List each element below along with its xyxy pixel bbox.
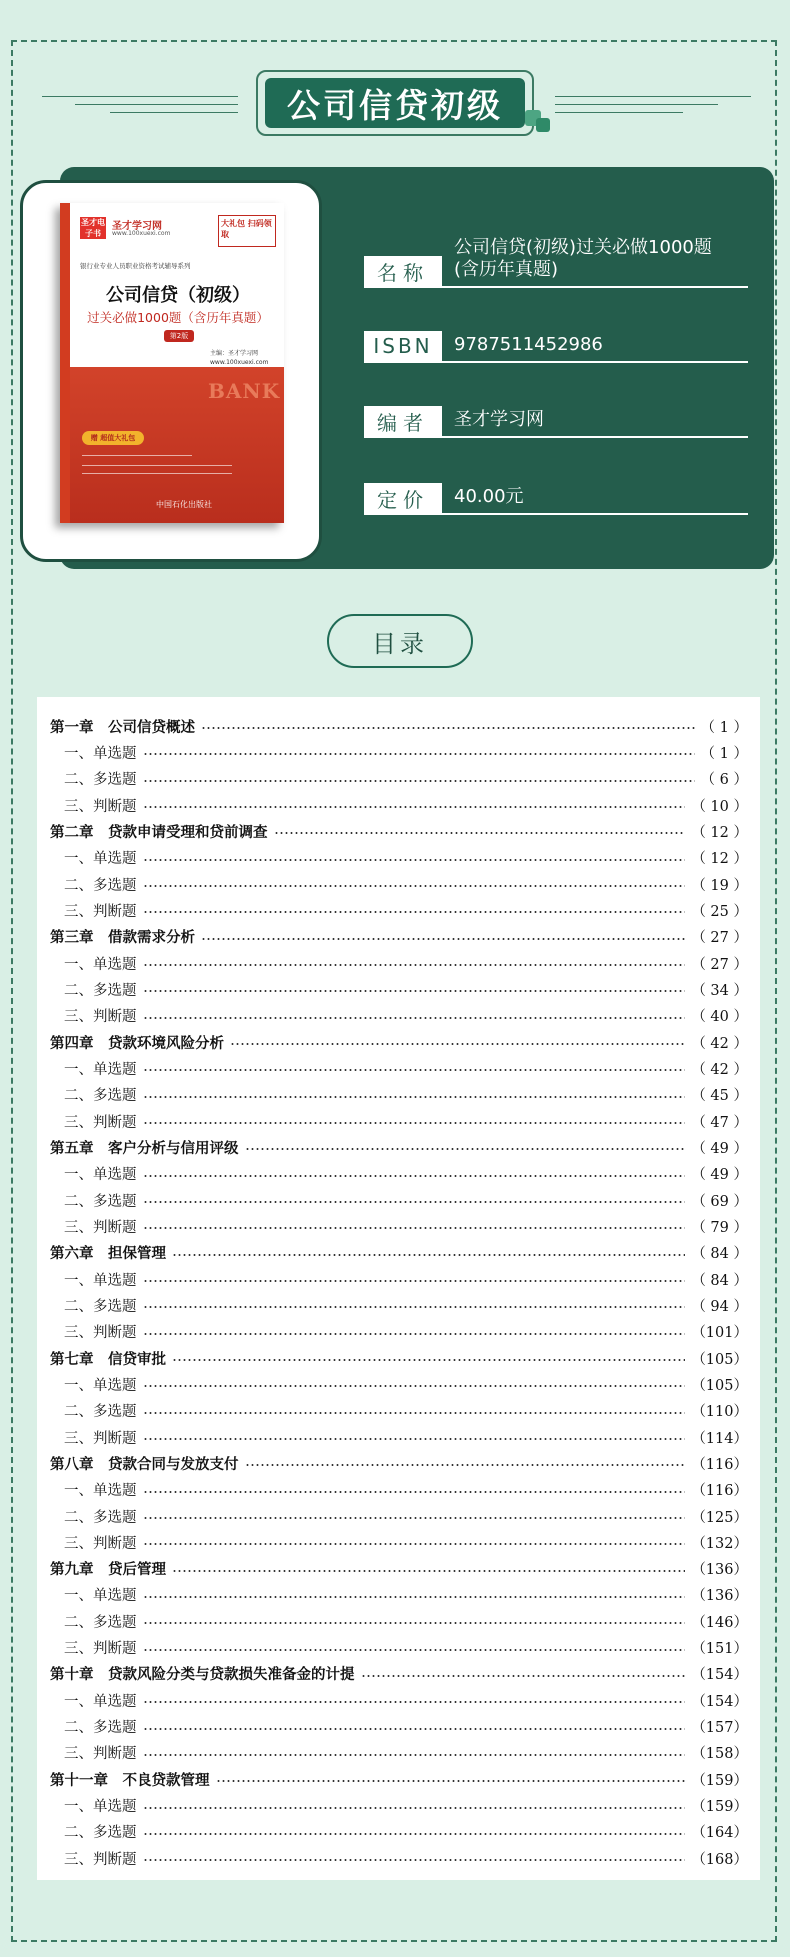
toc-leader-dots <box>143 780 695 782</box>
toc-leader-dots <box>143 1096 686 1098</box>
toc-entry-title: 一、单选题 <box>64 745 137 762</box>
toc-page-number: （ 25 ） <box>691 903 748 920</box>
toc-section-row <box>50 1371 748 1397</box>
toc-section-row <box>50 792 748 818</box>
toc-entry-title: 二、多选题 <box>64 1720 137 1737</box>
toc-entry-title: 三、判断题 <box>64 1325 137 1342</box>
toc-leader-dots <box>201 727 695 729</box>
toc-entry-title: 一、单选题 <box>64 1799 137 1816</box>
qr-code-badge: 大礼包 扫码领取 <box>218 215 276 247</box>
toc-entry-title: 第十一章 不良贷款管理 <box>50 1771 210 1789</box>
toc-chapter-row <box>50 1134 748 1160</box>
toc-page-number: （116） <box>691 1456 748 1473</box>
toc-leader-dots <box>216 1780 686 1782</box>
toc-entry-title: 三、判断题 <box>64 1535 137 1552</box>
toc-section-row <box>50 1213 748 1239</box>
toc-page-number: （ 40 ） <box>691 1009 748 1026</box>
toc-page-number: （159） <box>691 1772 748 1789</box>
toc-section-row <box>50 1529 748 1555</box>
toc-section-row <box>50 1055 748 1081</box>
info-label: 编者 <box>364 406 442 436</box>
toc-entry-title: 一、单选题 <box>64 1693 137 1710</box>
toc-entry-title: 一、单选题 <box>64 851 137 868</box>
title-decoration-2 <box>536 118 550 132</box>
toc-page-number: （114） <box>691 1430 748 1447</box>
info-row-name <box>364 237 748 288</box>
toc-page-number: （ 69 ） <box>691 1193 748 1210</box>
toc-leader-dots <box>143 1833 686 1835</box>
toc-section-row <box>50 1319 748 1345</box>
book-url: www.100xuexi.com <box>112 230 171 237</box>
toc-page-number: （ 12 ） <box>691 851 748 868</box>
book-bank-word: BANK <box>208 379 281 403</box>
toc-leader-dots <box>143 1491 686 1493</box>
toc-entry-title: 三、判断题 <box>64 798 137 815</box>
toc-page-number: （ 42 ） <box>691 1061 748 1078</box>
toc-page-number: （154） <box>691 1667 748 1684</box>
toc-chapter-row <box>50 1556 748 1582</box>
toc-entry-title: 三、判断题 <box>64 1746 137 1763</box>
info-value-price: 40.00元 <box>454 486 524 507</box>
toc-section-row <box>50 1398 748 1424</box>
toc-leader-dots <box>143 1649 686 1651</box>
header-line-left-3 <box>110 112 238 113</box>
toc-section-row <box>50 1634 748 1660</box>
toc-section-row <box>50 1108 748 1134</box>
toc-section-row <box>50 976 748 1002</box>
toc-entry-title: 二、多选题 <box>64 877 137 894</box>
toc-entry-title: 二、多选题 <box>64 772 137 789</box>
toc-entry-title: 三、判断题 <box>64 903 137 920</box>
toc-page-number: （158） <box>691 1746 748 1763</box>
book-spine <box>60 203 70 523</box>
toc-page-number: （ 19 ） <box>691 877 748 894</box>
toc-entry-title: 第二章 贷款申请受理和贷前调查 <box>50 823 268 841</box>
toc-page-number: （ 49 ） <box>691 1140 748 1157</box>
toc-section-row <box>50 1845 748 1871</box>
toc-section-row <box>50 1687 748 1713</box>
toc-section-row <box>50 1503 748 1529</box>
toc-entry-title: 一、单选题 <box>64 1272 137 1289</box>
toc-list <box>50 713 748 1871</box>
toc-entry-title: 三、判断题 <box>64 1851 137 1868</box>
toc-entry-title: 第一章 公司信贷概述 <box>50 718 195 736</box>
toc-page-number: （ 27 ） <box>691 956 748 973</box>
toc-leader-dots <box>143 1069 686 1071</box>
toc-leader-dots <box>172 1359 685 1361</box>
toc-leader-dots <box>143 1859 686 1861</box>
toc-section-row <box>50 1713 748 1739</box>
toc-page-number: （146） <box>691 1614 748 1631</box>
toc-entry-title: 一、单选题 <box>64 1377 137 1394</box>
toc-page-number: （ 84 ） <box>691 1272 748 1289</box>
toc-page-number: （164） <box>691 1825 748 1842</box>
table-of-contents <box>37 697 760 1880</box>
toc-leader-dots <box>245 1148 686 1150</box>
toc-section-row <box>50 1266 748 1292</box>
toc-leader-dots <box>143 1385 686 1387</box>
toc-leader-dots <box>172 1254 685 1256</box>
toc-page-number: （110） <box>691 1404 748 1421</box>
toc-entry-title: 二、多选题 <box>64 1088 137 1105</box>
toc-page-number: （132） <box>691 1535 748 1552</box>
toc-page-number: （ 79 ） <box>691 1219 748 1236</box>
toc-page-number: （ 47 ） <box>691 1114 748 1131</box>
toc-page-number: （136） <box>691 1562 748 1579</box>
toc-page-number: （101） <box>691 1325 748 1342</box>
toc-leader-dots <box>143 859 686 861</box>
toc-entry-title: 二、多选题 <box>64 1509 137 1526</box>
toc-section-row <box>50 871 748 897</box>
toc-entry-title: 第八章 贷款合同与发放支付 <box>50 1455 239 1473</box>
info-value-name: 公司信贷(初级)过关必做1000题(含历年真题) <box>454 237 712 280</box>
book-series: 银行业专业人员职业资格考试辅导系列 <box>80 262 191 270</box>
toc-section-row <box>50 1292 748 1318</box>
book-gift-badge: 赠 超值大礼包 <box>82 431 144 445</box>
header-line-left-2 <box>75 104 238 105</box>
toc-entry-title: 二、多选题 <box>64 1825 137 1842</box>
toc-entry-title: 三、判断题 <box>64 1430 137 1447</box>
page-title: 公司信贷初级 <box>265 78 525 128</box>
toc-section-row <box>50 1792 748 1818</box>
toc-page-number: （ 12 ） <box>691 824 748 841</box>
toc-chapter-row <box>50 1029 748 1055</box>
toc-page-number: （136） <box>691 1588 748 1605</box>
toc-section-row <box>50 1819 748 1845</box>
book-text-line <box>82 455 192 456</box>
toc-leader-dots <box>143 1175 686 1177</box>
toc-chapter-row <box>50 1240 748 1266</box>
toc-leader-dots <box>143 1201 686 1203</box>
toc-entry-title: 二、多选题 <box>64 1193 137 1210</box>
info-label: ISBN <box>364 331 442 361</box>
info-value-editor: 圣才学习网 <box>454 409 544 430</box>
toc-page-number: （ 84 ） <box>691 1246 748 1263</box>
toc-entry-title: 第三章 借款需求分析 <box>50 929 195 947</box>
book-publisher: 中国石化出版社 <box>156 500 212 509</box>
toc-page-number: （ 45 ） <box>691 1088 748 1105</box>
toc-page-number: （ 1 ） <box>700 719 748 736</box>
toc-page-number: （125） <box>691 1509 748 1526</box>
toc-section-row <box>50 1161 748 1187</box>
toc-section-row <box>50 1003 748 1029</box>
header-line-left-1 <box>42 96 238 97</box>
book-cover-image <box>60 203 284 523</box>
toc-leader-dots <box>143 1438 686 1440</box>
info-row-isbn <box>364 327 748 363</box>
toc-entry-title: 第五章 客户分析与信用评级 <box>50 1139 239 1157</box>
toc-section-row <box>50 1424 748 1450</box>
toc-leader-dots <box>143 1017 686 1019</box>
toc-entry-title: 第十章 贷款风险分类与贷款损失准备金的计提 <box>50 1666 355 1684</box>
toc-page-number: （ 94 ） <box>691 1298 748 1315</box>
info-row-editor <box>364 402 748 438</box>
toc-chapter-row <box>50 818 748 844</box>
toc-leader-dots <box>143 1543 686 1545</box>
toc-leader-dots <box>245 1464 686 1466</box>
book-author-url: www.100xuexi.com <box>210 359 269 366</box>
toc-leader-dots <box>143 1333 686 1335</box>
toc-entry-title: 三、判断题 <box>64 1114 137 1131</box>
info-label: 定价 <box>364 483 442 513</box>
toc-section-row <box>50 897 748 923</box>
toc-leader-dots <box>143 990 686 992</box>
toc-leader-dots <box>143 753 695 755</box>
toc-entry-title: 一、单选题 <box>64 1588 137 1605</box>
toc-heading: 目录 <box>327 614 473 668</box>
toc-entry-title: 二、多选题 <box>64 1404 137 1421</box>
toc-section-row <box>50 950 748 976</box>
info-row-price <box>364 479 748 515</box>
toc-chapter-row <box>50 1661 748 1687</box>
toc-entry-title: 二、多选题 <box>64 982 137 999</box>
toc-entry-title: 第九章 贷后管理 <box>50 1561 166 1579</box>
toc-chapter-row <box>50 1766 748 1792</box>
toc-chapter-row <box>50 1450 748 1476</box>
toc-leader-dots <box>143 1122 686 1124</box>
toc-section-row <box>50 1740 748 1766</box>
toc-leader-dots <box>172 1570 685 1572</box>
toc-leader-dots <box>230 1043 685 1045</box>
toc-entry-title: 三、判断题 <box>64 1009 137 1026</box>
toc-leader-dots <box>361 1675 686 1677</box>
toc-entry-title: 三、判断题 <box>64 1641 137 1658</box>
toc-leader-dots <box>143 1807 686 1809</box>
book-text-line <box>82 465 232 466</box>
toc-leader-dots <box>143 1280 686 1282</box>
toc-section-row <box>50 766 748 792</box>
toc-section-row <box>50 845 748 871</box>
header-line-right-3 <box>555 112 683 113</box>
toc-page-number: （ 1 ） <box>700 745 748 762</box>
toc-page-number: （154） <box>691 1693 748 1710</box>
book-text-line <box>82 473 232 474</box>
toc-leader-dots <box>143 806 686 808</box>
toc-leader-dots <box>143 1622 686 1624</box>
toc-page-number: （ 42 ） <box>691 1035 748 1052</box>
toc-page-number: （ 6 ） <box>700 772 748 789</box>
info-value-isbn: 9787511452986 <box>454 334 603 355</box>
info-label: 名称 <box>364 256 442 286</box>
toc-page-number: （159） <box>691 1799 748 1816</box>
toc-page-number: （151） <box>691 1641 748 1658</box>
toc-entry-title: 二、多选题 <box>64 1614 137 1631</box>
toc-leader-dots <box>201 938 685 940</box>
toc-page-number: （168） <box>691 1851 748 1868</box>
toc-page-number: （ 49 ） <box>691 1167 748 1184</box>
toc-leader-dots <box>143 1701 686 1703</box>
toc-leader-dots <box>143 911 686 913</box>
toc-leader-dots <box>143 1754 686 1756</box>
toc-page-number: （ 27 ） <box>691 930 748 947</box>
toc-chapter-row <box>50 713 748 739</box>
toc-leader-dots <box>143 1728 686 1730</box>
book-logo: 圣才电子书 <box>81 218 105 238</box>
book-brand: 圣才学习网 <box>112 221 162 232</box>
header-line-right-2 <box>555 104 718 105</box>
toc-section-row <box>50 1582 748 1608</box>
toc-page-number: （105） <box>691 1351 748 1368</box>
book-cover-subtitle: 过关必做1000题（含历年真题） <box>87 310 269 325</box>
toc-leader-dots <box>143 1517 686 1519</box>
toc-leader-dots <box>143 1412 686 1414</box>
toc-section-row <box>50 1082 748 1108</box>
book-cover-title: 公司信贷（初级） <box>106 285 250 306</box>
header-line-right-1 <box>555 96 751 97</box>
toc-page-number: （157） <box>691 1720 748 1737</box>
toc-page-number: （105） <box>691 1377 748 1394</box>
toc-section-row <box>50 1187 748 1213</box>
book-author <box>210 349 268 367</box>
toc-leader-dots <box>274 832 686 834</box>
toc-entry-title: 一、单选题 <box>64 1061 137 1078</box>
toc-leader-dots <box>143 964 686 966</box>
toc-chapter-row <box>50 924 748 950</box>
toc-chapter-row <box>50 1345 748 1371</box>
toc-entry-title: 第六章 担保管理 <box>50 1245 166 1263</box>
toc-section-row <box>50 1477 748 1503</box>
toc-entry-title: 一、单选题 <box>64 1167 137 1184</box>
toc-leader-dots <box>143 885 686 887</box>
toc-entry-title: 二、多选题 <box>64 1298 137 1315</box>
toc-entry-title: 三、判断题 <box>64 1219 137 1236</box>
book-author-name: 主编：圣才学习网 <box>210 350 259 357</box>
toc-page-number: （116） <box>691 1483 748 1500</box>
toc-entry-title: 第七章 信贷审批 <box>50 1350 166 1368</box>
toc-leader-dots <box>143 1306 686 1308</box>
toc-page-number: （ 10 ） <box>691 798 748 815</box>
toc-section-row <box>50 1608 748 1634</box>
toc-section-row <box>50 739 748 765</box>
toc-entry-title: 第四章 贷款环境风险分析 <box>50 1034 224 1052</box>
toc-page-number: （ 34 ） <box>691 982 748 999</box>
toc-entry-title: 一、单选题 <box>64 956 137 973</box>
toc-leader-dots <box>143 1227 686 1229</box>
toc-leader-dots <box>143 1596 686 1598</box>
book-edition-badge: 第2版 <box>164 330 194 342</box>
toc-entry-title: 一、单选题 <box>64 1483 137 1500</box>
